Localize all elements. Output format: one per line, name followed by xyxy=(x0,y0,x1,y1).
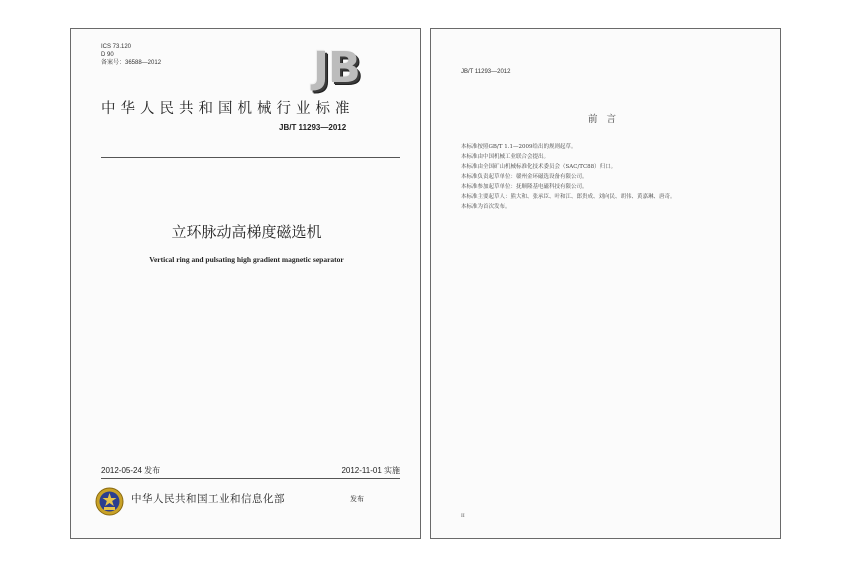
standard-title-english: Vertical ring and pulsating high gradient magnetic separator xyxy=(149,255,344,264)
foreword-line: 本标准负责起草单位：赣州金环磁选设备有限公司。 xyxy=(461,174,588,180)
issue-date: 2012-05-24 发布 xyxy=(101,466,161,475)
foreword-line: 本标准由全国矿山机械标准化技术委员会（SAC/TC88）归口。 xyxy=(461,164,617,170)
ministry-name: 中华人民共和国工业和信息化部 xyxy=(131,493,285,505)
standard-number: JB/T 11293—2012 xyxy=(279,123,347,132)
ics-code: ICS 73.120 xyxy=(101,44,132,50)
foreword-page xyxy=(430,28,781,539)
footer-divider xyxy=(101,478,400,479)
foreword-line: 本标准主要起草人：熊大和、张承臣、叶和江、郎贵成、刘向民、胡伟、黄嘉琳、唐奇。 xyxy=(461,194,676,200)
jb-logo: JB xyxy=(313,43,360,93)
standard-title-chinese: 立环脉动高梯度磁选机 xyxy=(171,223,322,241)
cover-page xyxy=(70,28,421,539)
foreword-line: 本标准按照GB/T 1.1—2009给出的规则起草。 xyxy=(461,144,577,150)
implementation-date: 2012-11-01 实施 xyxy=(341,466,400,475)
foreword-line: 本标准参加起草单位：抚顺隆基电磁科技有限公司。 xyxy=(461,184,588,190)
foreword-line: 本标准为首次发布。 xyxy=(461,204,511,210)
foreword-title: 前言 xyxy=(587,114,625,125)
national-emblem-icon xyxy=(95,487,124,516)
ministry-publish-label: 发布 xyxy=(350,495,364,503)
ccs-code: D 90 xyxy=(101,52,114,58)
foreword-standard-number: JB/T 11293—2012 xyxy=(461,69,511,75)
record-number: 备案号：36588—2012 xyxy=(101,60,162,66)
page-number: II xyxy=(461,513,465,519)
industry-standard-title: 中华人民共和国机械行业标准 xyxy=(101,101,355,117)
foreword-line: 本标准由中国机械工业联合会提出。 xyxy=(461,154,550,160)
header-divider xyxy=(101,157,400,158)
